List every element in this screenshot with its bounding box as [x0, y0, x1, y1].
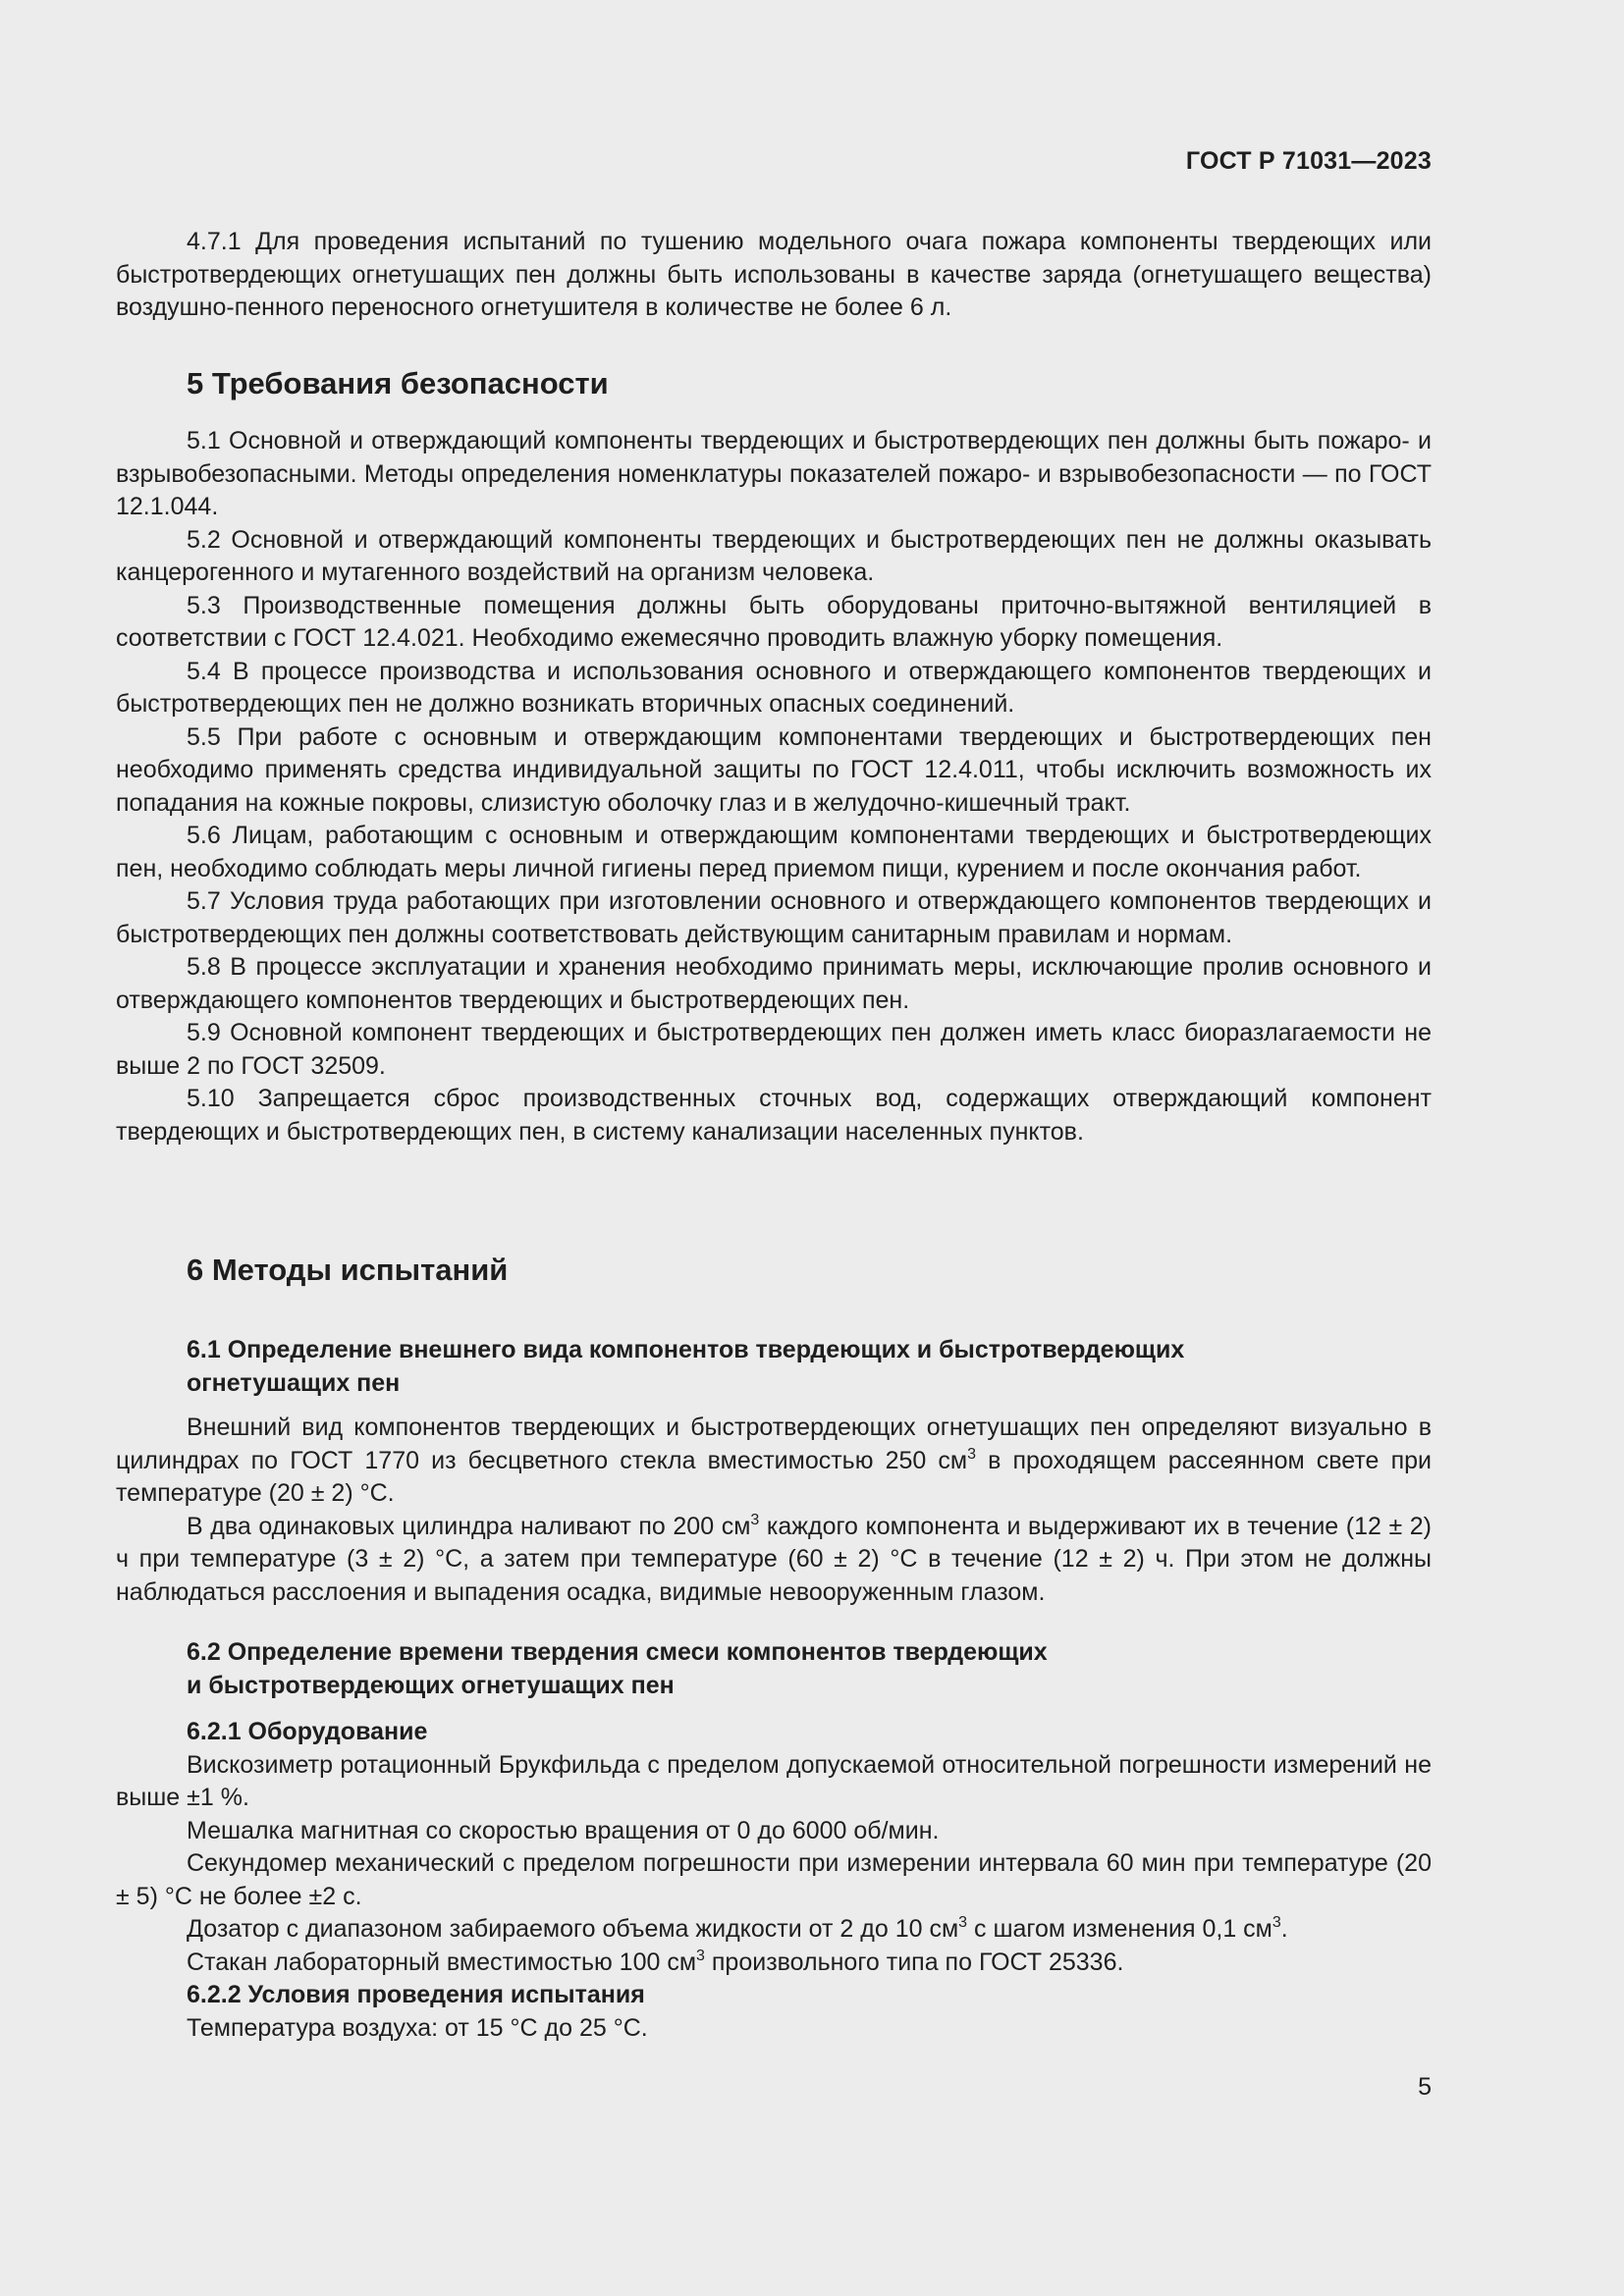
clause-5-3: 5.3 Производственные помещения должны быть оборудованы приточно-вытяжной вентиляцией в соответствии с ГОСТ 12.4.021. Необходимо ежемесячно проводить влажную уборку помещения. [116, 591, 1432, 652]
condition-air-temperature: Температура воздуха: от 15 °С до 25 °С. [187, 2013, 648, 2042]
equipment-viscometer: Вискозиметр ротационный Брукфильда с пределом допускаемой относительной погрешности измерений не выше ±1 %. [116, 1750, 1432, 1811]
section-6-2-2-title: 6.2.2 Условия проведения испытания [187, 1981, 645, 2008]
section-6-1-title-line1: 6.1 Определение внешнего вида компонентов твердеющих и быстротвердеющих [187, 1336, 1185, 1363]
section-6-1-title-line2: огнетушащих пен [187, 1368, 401, 1397]
clause-5-9: 5.9 Основной компонент твердеющих и быстротвердеющих пен должен иметь класс биоразлагаемости не выше 2 по ГОСТ 32509. [116, 1019, 1432, 1080]
document-page [116, 0, 1432, 2296]
equipment-beaker [116, 1947, 1432, 1980]
clause-5-4: 5.4 В процессе производства и использования основного и отверждающего компонентов твердеющих и быстротвердеющих пен не должно возникать вторичных опасных соединений. [116, 657, 1432, 718]
clause-6-1-para2 [116, 1511, 1432, 1610]
superscript: 3 [967, 1445, 976, 1463]
clause-4-7-1-block [116, 226, 1432, 325]
clause-5-10: 5.10 Запрещается сброс производственных сточных вод, содержащих отверждающий компонент твердеющих и быстротвердеющих пен, в систему канализации населенных пунктов. [116, 1085, 1432, 1146]
page-number: 5 [1418, 2073, 1432, 2101]
clause-5-1: 5.1 Основной и отверждающий компоненты твердеющих и быстротвердеющих пен должны быть пожаро- и взрывобезопасными. Методы определения номенклатуры показателей пожаро- и взрывобезопасности — по ГОСТ 12.1.044. [116, 427, 1432, 520]
section-6-2-body [116, 1716, 1432, 2045]
section-6-2-heading-block [116, 1636, 1432, 1702]
equipment-stopwatch: Секундомер механический с пределом погрешности при измерении интервала 60 мин при температуре (20 ± 5) °С не более ±2 с. [116, 1849, 1432, 1910]
dispenser-text-b: с шагом изменения 0,1 см [967, 1915, 1272, 1943]
dispenser-text-c: . [1280, 1915, 1288, 1943]
clause-5-2: 5.2 Основной и отверждающий компоненты твердеющих и быстротвердеющих пен не должны оказывать канцерогенного и мутагенного воздействий на организм человека. [116, 525, 1432, 586]
beaker-text-b: произвольного типа по ГОСТ 25336. [704, 1948, 1124, 1976]
section-5-body [116, 425, 1432, 1148]
clause-5-7: 5.7 Условия труда работающих при изготовлении основного и отверждающего компонентов твердеющих и быстротвердеющих пен должны соответствовать действующим санитарным правилам и нормам. [116, 887, 1432, 948]
para2-text-b: каждого компонента и выдерживают их в течение (12 ± 2) ч при температуре (3 ± 2) °С, а затем при температуре (60 ± 2) °С в течение (12 ± 2) ч. При этом не должны наблюдаться расслоения и выпадения осадка, видимые невооруженным глазом. [116, 1512, 1432, 1606]
section-6-1-heading-block [116, 1334, 1432, 1400]
clause-5-6: 5.6 Лицам, работающим с основным и отверждающим компонентами твердеющих и быстротвердеющих пен, необходимо соблюдать меры личной гигиены перед приемом пищи, курением и после окончания работ. [116, 822, 1432, 882]
beaker-text-a: Стакан лабораторный вместимостью 100 см [187, 1948, 697, 1976]
para1-text-b: в проходящем рассеянном свете при температуре (20 ± 2) °С. [116, 1446, 1432, 1507]
superscript: 3 [750, 1511, 760, 1528]
section-6-title: 6 Методы испытаний [187, 1253, 509, 1287]
para1-text-a: Внешний вид компонентов твердеющих и быстротвердеющих огнетушащих пен определяют визуально в цилиндрах по ГОСТ 1770 из бесцветного стекла вместимостью 250 см [116, 1414, 1432, 1474]
equipment-dispenser [116, 1913, 1432, 1947]
section-6-2-title-line2: и быстротвердеющих огнетушащих пен [187, 1671, 675, 1699]
clause-6-1-para1 [116, 1412, 1432, 1511]
clause-5-5: 5.5 При работе с основным и отверждающим компонентами твердеющих и быстротвердеющих пен необходимо применять средства индивидуальной защиты по ГОСТ 12.4.011, чтобы исключить возможность их попадания на кожные покровы, слизистую оболочку глаз и в желудочно-кишечный тракт. [116, 722, 1432, 817]
clause-4-7-1: 4.7.1 Для проведения испытаний по тушению модельного очага пожара компоненты твердеющих или быстротвердеющих огнетушащих пен должны быть использованы в качестве заряда (огнетушащего вещества) воздушно-пенного переносного огнетушителя в количестве не более 6 л. [116, 228, 1432, 321]
section-6-2-title-line1: 6.2 Определение времени твердения смеси компонентов твердеющих [187, 1638, 1048, 1666]
document-code: ГОСТ Р 71031—2023 [1185, 147, 1432, 175]
para2-text-a: В два одинаковых цилиндра наливают по 200 см [187, 1512, 751, 1540]
section-5-heading-block [116, 364, 1432, 403]
superscript: 3 [1272, 1914, 1281, 1931]
section-6-heading-block [116, 1251, 1432, 1290]
section-6-1-body [116, 1412, 1432, 1609]
clause-5-8: 5.8 В процессе эксплуатации и хранения необходимо принимать меры, исключающие пролив основного и отверждающего компонентов твердеющих и быстротвердеющих пен. [116, 953, 1432, 1014]
dispenser-text-a: Дозатор с диапазоном забираемого объема жидкости от 2 до 10 см [187, 1915, 959, 1943]
equipment-stirrer: Мешалка магнитная со скоростью вращения от 0 до 6000 об/мин. [187, 1816, 940, 1844]
superscript: 3 [696, 1947, 705, 1964]
superscript: 3 [958, 1914, 968, 1931]
section-6-2-1-title: 6.2.1 Оборудование [187, 1718, 428, 1745]
section-5-title: 5 Требования безопасности [187, 366, 609, 400]
